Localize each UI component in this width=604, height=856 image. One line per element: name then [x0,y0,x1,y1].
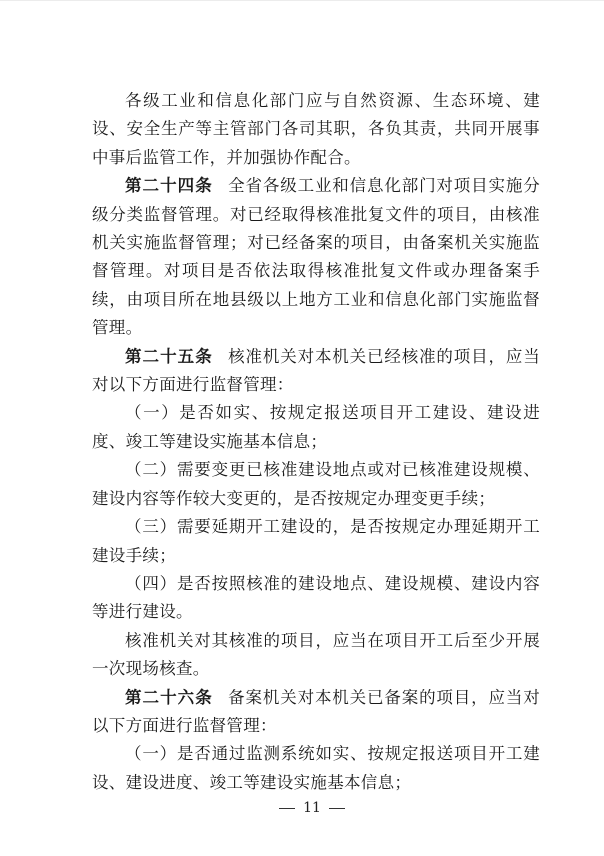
page-number [0,800,604,816]
article-25-item-3-text: （三）需要延期开工建设的，是否按规定办理延期开工建设手续； [92,517,540,565]
article-25 [92,343,540,400]
article-26-item-1 [92,740,540,797]
paragraph-site-inspection [92,627,540,684]
article-25-item-2 [92,456,540,513]
paragraph-1-text: 各级工业和信息化部门应与自然资源、生态环境、建设、安全生产等主管部门各司其职，各负其责，共同开展事中事后监管工作，并加强协作配合。 [92,91,540,167]
article-25-item-4 [92,570,540,627]
article-25-item-3 [92,513,540,570]
article-25-text: 核准机关对本机关已经核准的项目，应当对以下方面进行监督管理： [92,346,541,395]
page-number-value: 11 [303,800,321,816]
article-25-heading: 第二十五条 [125,346,213,366]
article-24-heading: 第二十四条 [125,176,213,196]
article-25-item-1 [92,399,540,456]
article-26-item-1-text: （一）是否通过监测系统如实、按规定报送项目开工建设、建设进度、竣工等建设实施基本信息； [92,744,540,792]
article-25-item-1-text: （一）是否如实、按规定报送项目开工建设、建设进度、竣工等建设实施基本信息； [92,403,540,451]
article-24-text: 全省各级工业和信息化部门对项目实施分级分类监督管理。对已经取得核准批复文件的项目，由核准机关实施监督管理；对已经备案的项目，由备案机关实施监督管理。对项目是否依法取得核准批复文件或办理备案手续，由项目所在地县级以上地方工业和信息化部门实施监督管理。 [92,176,541,338]
article-25-item-2-text: （二）需要变更已核准建设地点或对已核准建设规模、建设内容等作较大变更的，是否按规定办理变更手续； [92,460,540,508]
document-body [92,87,540,797]
article-26 [92,684,540,741]
paragraph-site-inspection-text: 核准机关对其核准的项目，应当在项目开工后至少开展一次现场核查。 [92,630,540,679]
article-25-item-4-text: （四）是否按照核准的建设地点、建设规模、建设内容等进行建设。 [92,573,540,622]
article-26-text: 备案机关对本机关已备案的项目，应当对以下方面进行监督管理： [92,687,541,735]
article-26-heading: 第二十六条 [125,687,213,707]
page-number-right-dash [329,808,345,809]
page-number-left-dash [279,808,295,809]
article-24 [92,172,540,342]
paragraph-1 [92,87,540,172]
